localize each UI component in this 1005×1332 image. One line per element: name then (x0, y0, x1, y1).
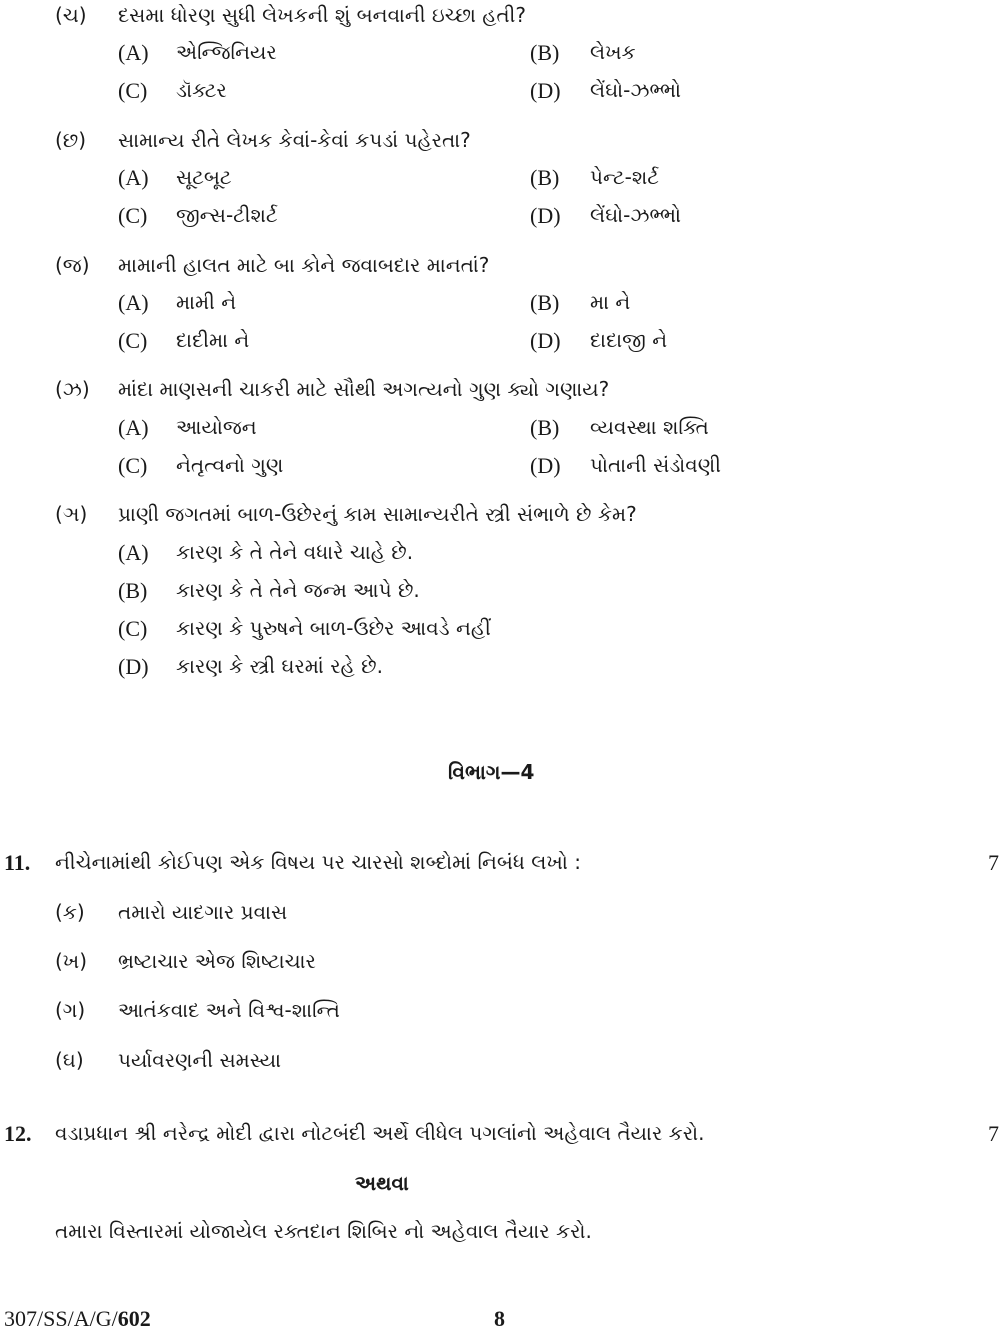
question-text: માંદા માણસની ચાકરી માટે સૌથી અગત્યનો ગુણ ક્યો ગણાય? (118, 377, 610, 401)
option-text: દાદાજી ને (590, 328, 668, 352)
question-text: પ્રાણી જગતમાં બાળ-ઉછેરનું કામ સામાન્યરીતે સ્ત્રી સંભાળે છે કેમ? (118, 502, 637, 526)
option-text: પેન્ટ-શર્ટ (590, 165, 659, 189)
option-key: (D) (530, 328, 561, 353)
option-text: દાદીમા ને (176, 328, 250, 352)
question-label: (છ) (55, 128, 87, 152)
option-text: પોતાની સંડોવણી (590, 453, 721, 477)
option-text: ડૉક્ટર (176, 78, 227, 102)
option-key: (A) (118, 415, 149, 440)
paper-code-prefix: 307/SS/A/G/ (4, 1306, 118, 1331)
option-key: (C) (118, 203, 148, 228)
option-key: (B) (530, 290, 560, 315)
option-key: (D) (118, 654, 149, 679)
question-label: (ઞ) (55, 502, 88, 526)
option-text: લેખક (590, 40, 636, 64)
alternate-question-text: તમારા વિસ્તારમાં યોજાયેલ રક્તદાન શિબિર નો અહેવાલ તૈયાર કરો. (55, 1219, 592, 1243)
option-text: જીન્સ-ટીશર્ટ (176, 203, 278, 227)
marks: 7 (988, 850, 999, 875)
question-text: દસમા ધોરણ સુધી લેખકની શું બનવાની ઇચ્છા હતી? (118, 3, 527, 27)
option-key: (A) (118, 540, 149, 565)
paper-code-bold: 602 (117, 1306, 151, 1331)
option-key: (C) (118, 616, 148, 641)
option-key: (B) (530, 165, 560, 190)
option-key: (B) (530, 415, 560, 440)
option-key: (C) (118, 78, 148, 103)
option-key: (C) (118, 453, 148, 478)
essay-option-key: (ક) (55, 900, 85, 924)
option-key: (D) (530, 453, 561, 478)
question-text: સામાન્ય રીતે લેખક કેવાં-કેવાં કપડાં પહેરતા? (118, 128, 471, 152)
option-key: (D) (530, 203, 561, 228)
option-key: (D) (530, 78, 561, 103)
section-title: વિભાગ—4 (448, 760, 535, 784)
question-label: (જ) (55, 253, 90, 277)
essay-option-text: ભ્રષ્ટાચાર એજ શિષ્ટાચાર (118, 949, 316, 973)
essay-option-text: પર્યાવરણની સમસ્યા (118, 1048, 281, 1072)
essay-option-key: (ખ) (55, 949, 88, 973)
question-label: (ચ) (55, 3, 87, 27)
or-label: અથવા (355, 1171, 409, 1195)
question-number: 11. (4, 850, 31, 875)
page-number: 8 (494, 1306, 505, 1331)
option-key: (B) (530, 40, 560, 65)
option-text: વ્યવસ્થા શક્તિ (590, 415, 709, 439)
option-key: (B) (118, 578, 148, 603)
option-text: લેંઘો-ઝભ્ભો (590, 203, 682, 227)
option-text: મા ને (590, 290, 631, 314)
essay-option-key: (ઘ) (55, 1048, 84, 1072)
option-key: (C) (118, 328, 148, 353)
option-key: (A) (118, 165, 149, 190)
option-text: કારણ કે પુરુષને બાળ-ઉછેર આવડે નહીં (176, 616, 491, 640)
option-text: એન્જિનિયર (176, 40, 277, 64)
paper-code (4, 1306, 151, 1332)
option-text: કારણ કે તે તેને વધારે ચાહે છે. (176, 540, 414, 564)
question-number: 12. (4, 1121, 32, 1146)
option-text: સૂટબૂટ (176, 165, 232, 189)
option-text: નેતૃત્વનો ગુણ (176, 453, 284, 477)
option-text: આયોજન (176, 415, 257, 439)
option-text: કારણ કે તે તેને જન્મ આપે છે. (176, 578, 420, 602)
option-text: લેંઘો-ઝભ્ભો (590, 78, 682, 102)
option-key: (A) (118, 40, 149, 65)
question-text: નીચેનામાંથી કોઈપણ એક વિષય પર ચારસો શબ્દોમાં નિબંધ લખો : (55, 850, 581, 874)
essay-option-key: (ગ) (55, 998, 86, 1022)
option-text: મામી ને (176, 290, 237, 314)
essay-option-text: તમારો યાદગાર પ્રવાસ (118, 900, 288, 924)
question-text: મામાની હાલત માટે બા કોને જવાબદાર માનતાં? (118, 253, 490, 277)
essay-option-text: આતંકવાદ અને વિશ્વ-શાન્તિ (118, 998, 340, 1022)
option-text: કારણ કે સ્ત્રી ઘરમાં રહે છે. (176, 654, 383, 678)
question-text: વડાપ્રધાન શ્રી નરેન્દ્ર મોદી દ્વારા નોટબંદી અર્થે લીધેલ પગલાંનો અહેવાલ તૈયાર કરો. (55, 1121, 705, 1145)
question-label: (ઝ) (55, 377, 90, 401)
marks: 7 (988, 1121, 999, 1146)
option-key: (A) (118, 290, 149, 315)
